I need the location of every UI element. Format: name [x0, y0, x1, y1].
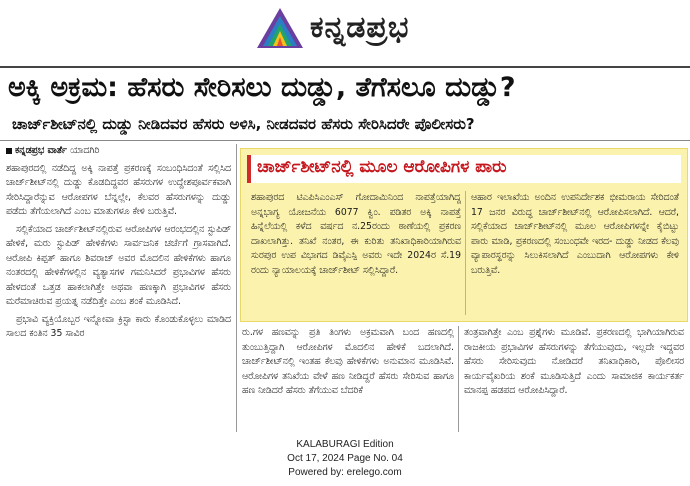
highlight-box-column-1: ಶಹಾಪುರದ ಟಿಎಪಿಸಿಎಂಎಸ್‌ ಗೋದಾಮಿನಿಂದ ನಾಪತ್ತೆಯಾಗಿದ್ದ ಅನ್ನಭಾಗ್ಯ ಯೋಜನೆಯ 6077 ಕ್ವಿಂ. ಪಡಿತರ ಅಕ್ಕಿ ನಾಪತ್ತೆ ಹಿನ್ನೆಲೆಯಲ್ಲಿ ಕಳೆದ ವರ್ಷದ ನ.25ರಂದು ಠಾಣೆಯಲ್ಲಿ ಪ್ರಕರಣ ದಾಖಲಾಗಿತ್ತು. ತನಿಖೆ ನಂತರ, ಈ ಕುರಿತು ತನಿಖಾಧಿಕಾರಿಯಾಗಿರುವ ಸುರಪುರ ಉಪ ವಿಭಾಗದ ಡಿವೈಎಸ್ಪಿ ಅವರು ಇದೇ 2024ರ ಸೆ.19 ರಂದು ನ್ಯಾಯಾಲಯಕ್ಕೆ ಚಾರ್ಜ್‌ಶೀಟ್‌ ಸಲ್ಲಿಸಿದ್ದಾರೆ.: [251, 192, 461, 276]
masthead-divider: [0, 66, 690, 68]
left-paragraph: ಸಲ್ಲಿಕೆಯಾದ ಚಾರ್ಜ್‌ಶೀಟ್‌ನಲ್ಲಿರುವ ಆರೋಪಿಗಳ ಆರಂಭದಲ್ಲಿನ ಸ್ಟುಪಿಡ್‌ ಹೇಳಿಕೆ, ಮರು ಸ್ಟುಪಿಡ್‌ ಹೇಳಿಕೆಗಳು ಸಾರ್ವಜನಿಕ ಚರ್ಚೆಗೆ ಗ್ರಾಸವಾಗಿದೆ. ಆರೋಪಿ ಕಿಪ್ಪತ್‌ ಹಾಗೂ ಶಿವರಾಜ್‌ ಅವರ ಮೊದಲಿನ ಹೇಳಿಕೆಗಳು ಹಾಗೂ ನಂತರದಲ್ಲಿ ಹೇಳಿಕೆಗಳಲ್ಲಿನ ವ್ಯತ್ಯಾಸಗಳ ಗಮನಿಸಿದರೆ ಪ್ರಭಾವಿಗಳ ಹೆಸರು ಹೇಳದಂತೆ ಒತ್ತಡ ಹಾಕಲಾಗಿತ್ತೇ ಅಥವಾ ಹಣಕ್ಕಾಗಿ ಪ್ರಭಾವಿಗಳ ಹೆಸರು ಮರೆಮಾಚಿರುವ ಪ್ರಯತ್ನ ನಡೆದಿತ್ತೇ ಎಂಬ ಶಂಕೆ ಮೂಡಿಸಿದೆ.: [6, 223, 231, 307]
footer-edition: KALABURAGI Edition: [296, 439, 394, 450]
masthead-title: ಕನ್ನಡಪ್ರಭ: [310, 10, 410, 45]
bullet-icon: [6, 148, 12, 154]
highlight-box-divider: [465, 191, 466, 315]
headline-divider: [0, 140, 690, 141]
highlight-box-header: [247, 155, 681, 183]
left-column: [6, 144, 231, 434]
article-headline: ಅಕ್ಕಿ ಅಕ್ರಮ: ಹೆಸರು ಸೇರಿಸಲು ದುಡ್ಡು, ತೆಗೆಸಲೂ ದುಡ್ಡು?: [8, 72, 516, 103]
page-footer: [0, 438, 690, 480]
kannadaprabha-logo-icon: [255, 6, 305, 50]
article-subheadline: ಚಾರ್ಜ್‌ಶೀಟ್‌ನಲ್ಲಿ ದುಡ್ಡು ನೀಡಿದವರ ಹೆಸರು ಅಳಿಸಿ, ನೀಡದವರ ಹೆಸರು ಸೇರಿಸಿದರೇ ಪೊಲೀಸರು?: [12, 115, 475, 133]
masthead: [0, 0, 690, 66]
lower-column-1: ರು.ಗಳ ಹಣವನ್ನು ಪ್ರತಿ ತಿಂಗಳು ಅಕ್ರಮವಾಗಿ ಬಂದ ಹಣದಲ್ಲಿ ತುಂಬುತ್ತಿದ್ದಾಗಿ ಆರೋಪಿಗಳ ಮೊದಲಿನ ಹೇಳಿಕೆ ಬದಲಾಗಿದೆ. ಚಾರ್ಜ್‌ಶೀಟ್‌ನಲ್ಲಿ ಇಂತಹ ಕೆಲವು ಹೇಳಿಕೆಗಳು ಅನುಮಾನ ಮೂಡಿಸಿವೆ. ಆರೋಪಿಗಳ ತನಿಖೆಯ ವೇಳೆ ಹಣ ನೀಡಿದ್ದರೆ ಹೆಸರು ಸೇರಿಸುವ ಹಾಗೂ ಹಣ ನೀಡಿದರೆ ಹೆಸರು ತೆಗೆಯುವ ಬೆದರಿಕೆ: [242, 327, 454, 396]
highlight-box-title: ಚಾರ್ಜ್‌ಶೀಟ್‌ನಲ್ಲಿ ಮೂಲ ಆರೋಪಿಗಳ ಪಾರು: [257, 157, 507, 177]
footer-powered-by: Powered by: erelego.com: [288, 467, 402, 478]
footer-date-page: Oct 17, 2024 Page No. 04: [287, 453, 403, 464]
byline-name: ಕನ್ನಡಪ್ರಭ ವಾರ್ತೆ: [15, 145, 67, 156]
byline-place: ಯಾದಗಿರಿ: [70, 145, 100, 156]
left-paragraph: ಪ್ರಭಾವಿ ವ್ಯಕ್ತಿಯೊಬ್ಬರ ಇನ್ನೋವಾ ಕ್ರಿಸ್ಟಾ ಕಾರು ಕೊಂಡುಕೊಳ್ಳಲು ಮಾಡಿದ ಸಾಲದ ಕಂತಿನ 35 ಸಾವಿರ: [6, 313, 231, 339]
highlight-box-column-2: ಆಹಾರ ಇಲಾಖೆಯ ಅಂದಿನ ಉಪನಿರ್ದೇಶಕ ಭೀಮರಾಯ ಸೇರಿದಂತೆ 17 ಜನರ ವಿರುದ್ಧ ಚಾರ್ಜ್‌ಶೀಟ್‌ನಲ್ಲಿ ಆರೋಪಿಸಲಾಗಿದೆ. ಆದರೆ, ಸಲ್ಲಿಕೆಯಾದ ಚಾರ್ಜ್‌ಶೀಟ್‌ನಲ್ಲಿ ಮೂಲ ಆರೋಪಿಗಳನ್ನೇ ಕೈಬಿಟ್ಟು ಪಾರು ಮಾಡಿ, ಪ್ರಕರಣದಲ್ಲಿ ಸಂಬಂಧವೇ ಇರದ- ದುಡ್ಡು ನೀಡದ ಕೆಲವು ವ್ಯಾಪಾರಸ್ಥರನ್ನು ಸಿಲುಕಿಸಲಾಗಿದೆ ಎಂಬುದಾಗಿ ಆರೋಪಗಳು ಕೇಳಿ ಬರುತ್ತಿವೆ.: [471, 192, 679, 276]
left-paragraph: ಶಹಾಪುರದಲ್ಲಿ ನಡೆದಿದ್ದ ಅಕ್ಕಿ ನಾಪತ್ತೆ ಪ್ರಕರಣಕ್ಕೆ ಸಂಬಂಧಿಸಿದಂತೆ ಸಲ್ಲಿಸಿದ ಚಾರ್ಜ್‌ಶೀಟ್‌ನಲ್ಲಿ ದುಡ್ಡು ಕೊಡದಿದ್ದವರ ಹೆಸರುಗಳ ಉದ್ದೇಶಪೂರ್ವಕವಾಗಿ ಸೇರಿಸಿದ್ದಾರೆನ್ನುವ ಆರೋಪಗಳ ಬೆನ್ನಲ್ಲೇ, ಕೆಲವರ ಹೆಸರುಗಳನ್ನು ದುಡ್ಡು ಪಡೆದು ತೆಗೆಯಲಾಗಿದೆ ಎಂಬ ಮಾತುಗಳೂ ಕೇಳಿ ಬರುತ್ತಿವೆ.: [6, 162, 231, 217]
byline: [6, 144, 231, 159]
column-divider: [236, 144, 237, 432]
highlight-box: [240, 148, 688, 322]
lower-column-divider: [458, 326, 459, 432]
lower-column-2: ತಂತ್ರವಾಗಿತ್ತೇ ಎಂಬ ಪ್ರಶ್ನೆಗಳು ಮೂಡಿವೆ. ಪ್ರಕರಣದಲ್ಲಿ ಭಾಗಿಯಾಗಿರುವ ರಾಜಕೀಯ ಪ್ರಭಾವಿಗಳ ಹೆಸರುಗಳನ್ನು ತೆಗೆಯುವುದು, ಇಲ್ಲದೇ ಇದ್ದವರ ಹೆಸರು ಸೇರಿಸುವುದು ನೋಡಿದರೆ ತನಿಖಾಧಿಕಾರಿ, ಪೊಲೀಸರ ಕಾರ್ಯವೈಖರಿಯ ಶಂಕೆ ಮೂಡಿಸುತ್ತಿದೆ ಎಂದು ಸಾಮಾಜಿಕ ಕಾರ್ಯಕರ್ತ ಮಾನಪ್ಪ ಹಡಪದ ಆರೋಪಿಸಿದ್ದಾರೆ.: [464, 327, 684, 396]
